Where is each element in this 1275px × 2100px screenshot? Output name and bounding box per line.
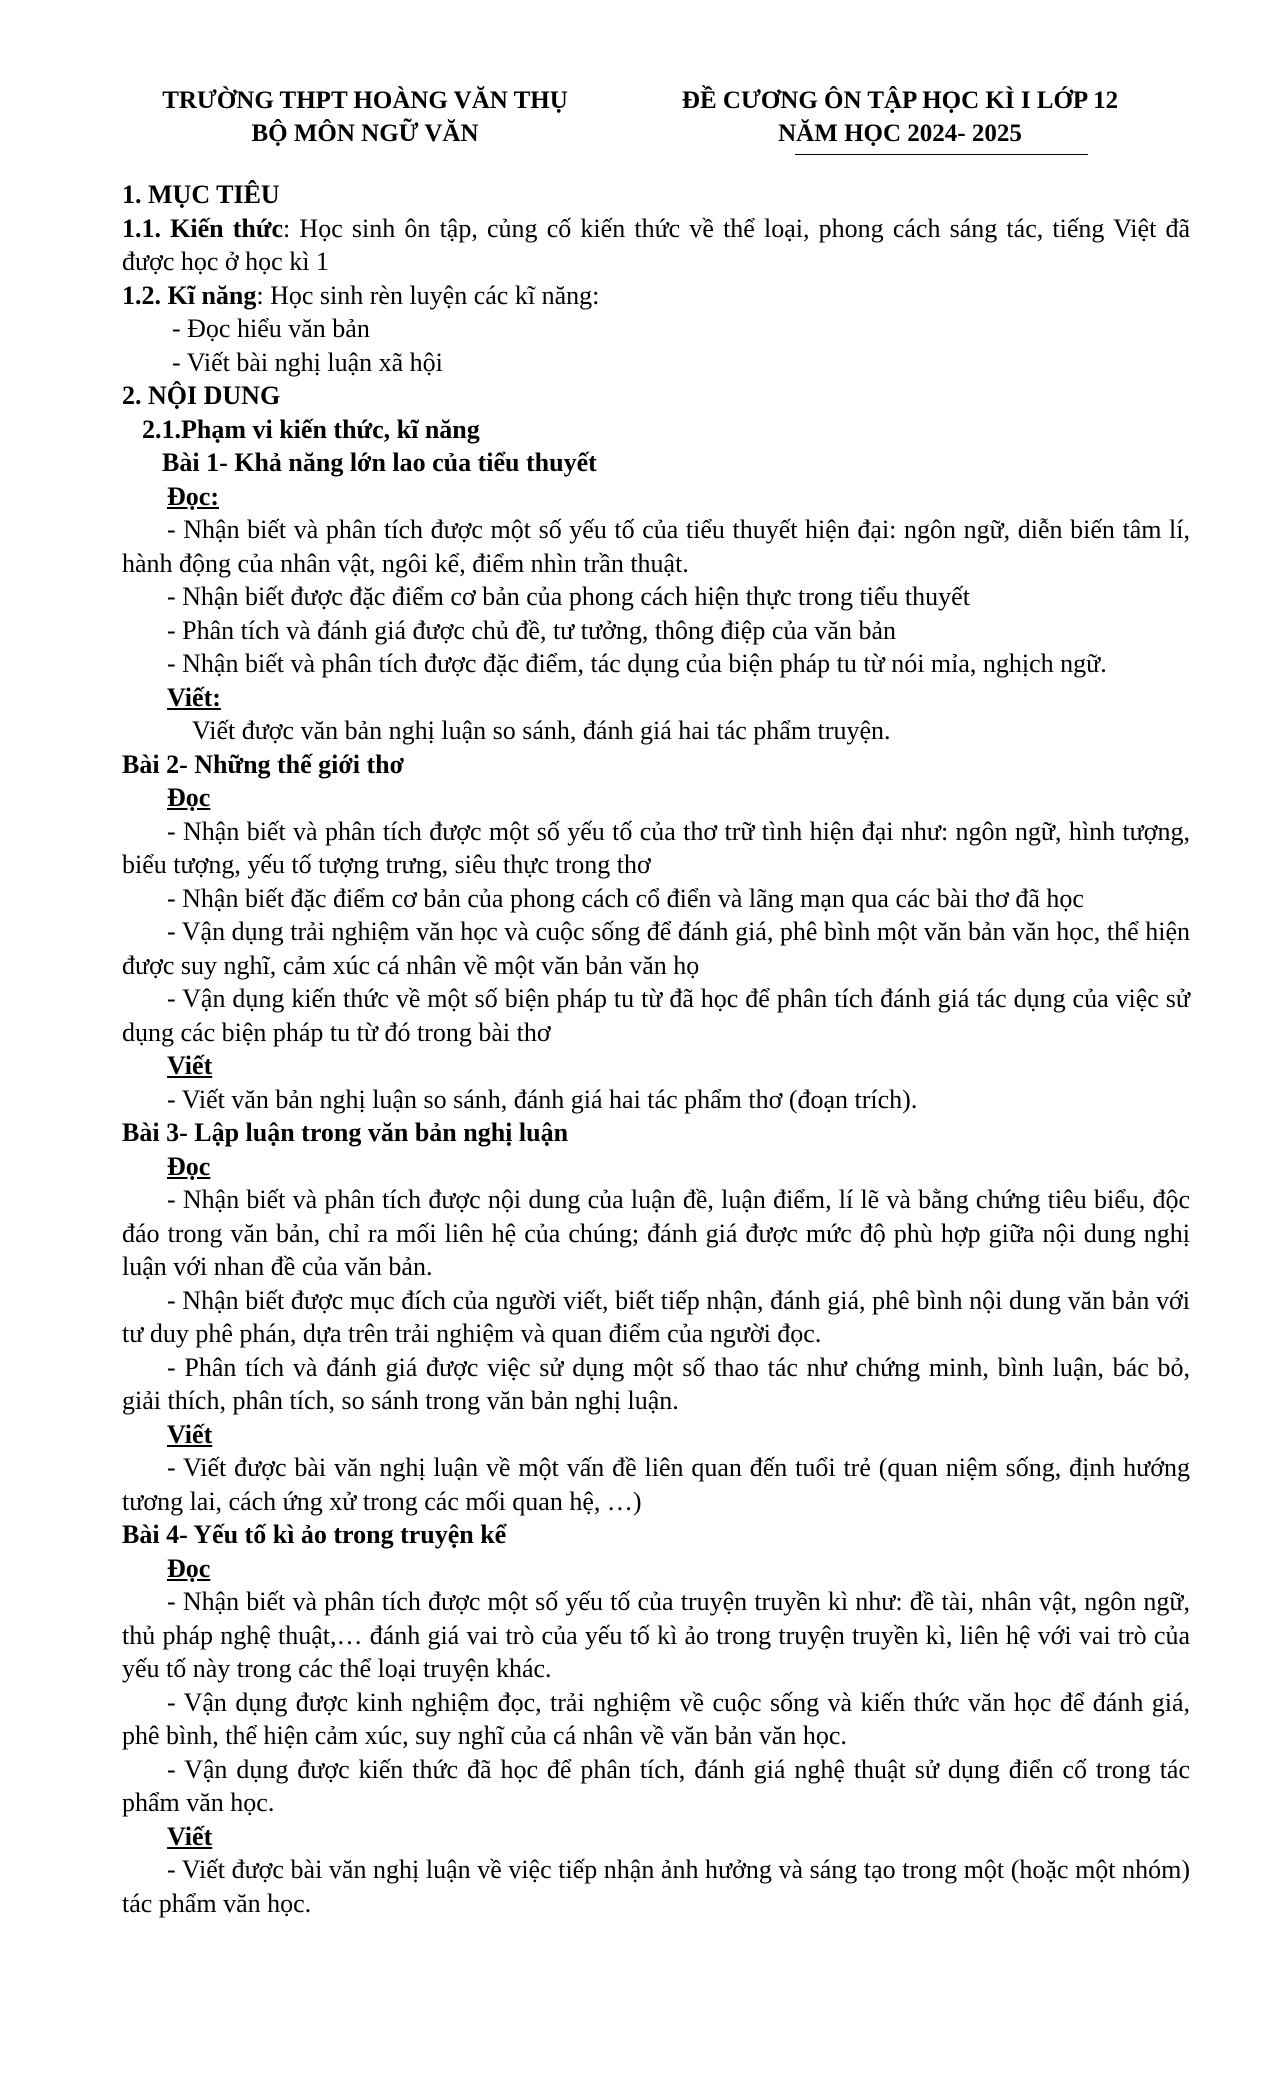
lesson-2-writing-item: - Viết văn bản nghị luận so sánh, đánh giá hai tác phẩm thơ (đoạn trích). xyxy=(167,1084,918,1114)
document-title: ĐỀ CƯƠNG ÔN TẬP HỌC KÌ I LỚP 12 xyxy=(681,87,1119,114)
header-left xyxy=(130,84,600,150)
lesson-4-title: Bài 4- Yếu tố kì ảo trong truyện kể xyxy=(122,1520,507,1549)
lesson-4-reading-item: - Nhận biết và phân tích được một số yếu tố của truyện truyền kì như: đề tài, nhân vật, ngôn ngữ, thủ pháp nghệ thuật,… đánh giá vai trò của yếu tố kì ảo trong truyện truyền kì, liên hệ với vai trò của yếu tố này trong các thể loại truyện khác. xyxy=(122,1587,1190,1683)
lesson-3-writing-label: Viết xyxy=(167,1419,213,1449)
document-body xyxy=(122,178,1190,1920)
lesson-2-reading-item: - Vận dụng kiến thức về một số biện pháp tu từ đã học để phân tích đánh giá tác dụng của việc sử dụng các biện pháp tu từ đó trong bài thơ xyxy=(122,984,1190,1047)
lesson-3-reading-item: - Phân tích và đánh giá được việc sử dụng một số thao tác như chứng minh, bình luận, bác bỏ, giải thích, phân tích, so sánh trong văn bản nghị luận. xyxy=(122,1352,1190,1415)
header-underline xyxy=(795,154,1088,155)
school-name: TRƯỜNG THPT HOÀNG VĂN THỤ xyxy=(162,87,568,114)
skill-paragraph xyxy=(122,279,1190,313)
lesson-1-reading-label: Đọc: xyxy=(167,481,219,511)
lesson-3-writing-item: - Viết được bài văn nghị luận về một vấn đề liên quan đến tuổi trẻ (quan niệm sống, định hướng tương lai, cách ứng xử trong các mối quan hệ, …) xyxy=(122,1453,1190,1516)
lesson-1-reading-item: - Nhận biết và phân tích được một số yếu tố của tiểu thuyết hiện đại: ngôn ngữ, diễn biến tâm lí, hành động của nhân vật, ngôi kể, điểm nhìn trần thuật. xyxy=(122,515,1190,578)
lesson-2-reading-item: - Nhận biết đặc điểm cơ bản của phong cách cổ điển và lãng mạn qua các bài thơ đã học xyxy=(167,883,1084,913)
lesson-3-title: Bài 3- Lập luận trong văn bản nghị luận xyxy=(122,1118,569,1147)
skill-item: - Viết bài nghị luận xã hội xyxy=(172,347,443,377)
lesson-2-reading-item: - Nhận biết và phân tích được một số yếu tố của thơ trữ tình hiện đại như: ngôn ngữ, hình tượng, biểu tượng, yếu tố tượng trưng, siêu thực trong thơ xyxy=(122,816,1190,879)
skill-item: - Đọc hiểu văn bản xyxy=(172,314,370,343)
lesson-4-reading-item: - Vận dụng được kiến thức đã học để phân tích, đánh giá nghệ thuật sử dụng điển cố trong tác phẩm văn học. xyxy=(122,1754,1190,1817)
lesson-4-writing-label: Viết xyxy=(167,1821,213,1851)
lesson-2-reading-item: - Vận dụng trải nghiệm văn học và cuộc sống để đánh giá, phê bình một văn bản văn học, thể hiện được suy nghĩ, cảm xúc cá nhân về một văn bản văn họ xyxy=(122,917,1190,980)
lesson-1-reading-item: - Phân tích và đánh giá được chủ đề, tư tưởng, thông điệp của văn bản xyxy=(167,615,896,645)
knowledge-text: : Học sinh ôn tập, củng cố kiến thức về thể loại, phong cách sáng tác, tiếng Việt đã được học ở học kì 1 xyxy=(122,213,1190,276)
section-1-heading: 1. MỤC TIÊU xyxy=(122,180,280,209)
lesson-2-writing-label: Viết xyxy=(167,1051,213,1080)
lesson-4-reading-label: Đọc xyxy=(167,1553,211,1583)
lesson-3-reading-item: - Nhận biết và phân tích được nội dung của luận đề, luận điểm, lí lẽ và bằng chứng tiêu biểu, độc đáo trong văn bản, chỉ ra mối liên hệ của chúng; đánh giá được mức độ phù hợp giữa nội dung nghị luận với nhan đề của văn bản. xyxy=(122,1185,1190,1281)
knowledge-label: 1.1. Kiến thức xyxy=(122,213,284,243)
lesson-1-reading-item: - Nhận biết và phân tích được đặc điểm, tác dụng của biện pháp tu từ nói mỉa, nghịch ngữ. xyxy=(167,649,1107,678)
lesson-4-reading-item: - Vận dụng được kinh nghiệm đọc, trải nghiệm về cuộc sống và kiến thức văn học để đánh giá, phê bình, thể hiện cảm xúc, suy nghĩ của cá nhân về văn bản văn học. xyxy=(122,1687,1190,1750)
department-name: BỘ MÔN NGỮ VĂN xyxy=(251,120,479,147)
lesson-4-writing-item: - Viết được bài văn nghị luận về việc tiếp nhận ảnh hưởng và sáng tạo trong một (hoặc một nhóm) tác phẩm văn học. xyxy=(122,1855,1190,1918)
header-right xyxy=(655,84,1145,150)
school-year: NĂM HỌC 2024- 2025 xyxy=(778,120,1022,147)
lesson-3-reading-item: - Nhận biết được mục đích của người viết, biết tiếp nhận, đánh giá, phê bình nội dung văn bản với tư duy phê phán, dựa trên trải nghiệm và quan điểm của người đọc. xyxy=(122,1285,1190,1348)
skill-text: : Học sinh rèn luyện các kĩ năng: xyxy=(256,280,600,310)
lesson-2-title: Bài 2- Những thế giới thơ xyxy=(122,749,405,779)
lesson-1-writing-item: Viết được văn bản nghị luận so sánh, đánh giá hai tác phẩm truyện. xyxy=(192,716,891,745)
knowledge-paragraph xyxy=(122,212,1190,279)
lesson-2-reading-label: Đọc xyxy=(167,783,211,812)
skill-label: 1.2. Kĩ năng xyxy=(122,280,257,310)
lesson-1-title: Bài 1- Khả năng lớn lao của tiểu thuyết xyxy=(162,448,597,477)
section-2-1-heading: 2.1.Phạm vi kiến thức, kĩ năng xyxy=(142,414,480,444)
lesson-3-reading-label: Đọc xyxy=(167,1151,211,1181)
section-2-heading: 2. NỘI DUNG xyxy=(122,381,281,410)
lesson-1-writing-label: Viết: xyxy=(167,682,221,712)
lesson-1-reading-item: - Nhận biết được đặc điểm cơ bản của phong cách hiện thực trong tiểu thuyết xyxy=(167,582,970,611)
